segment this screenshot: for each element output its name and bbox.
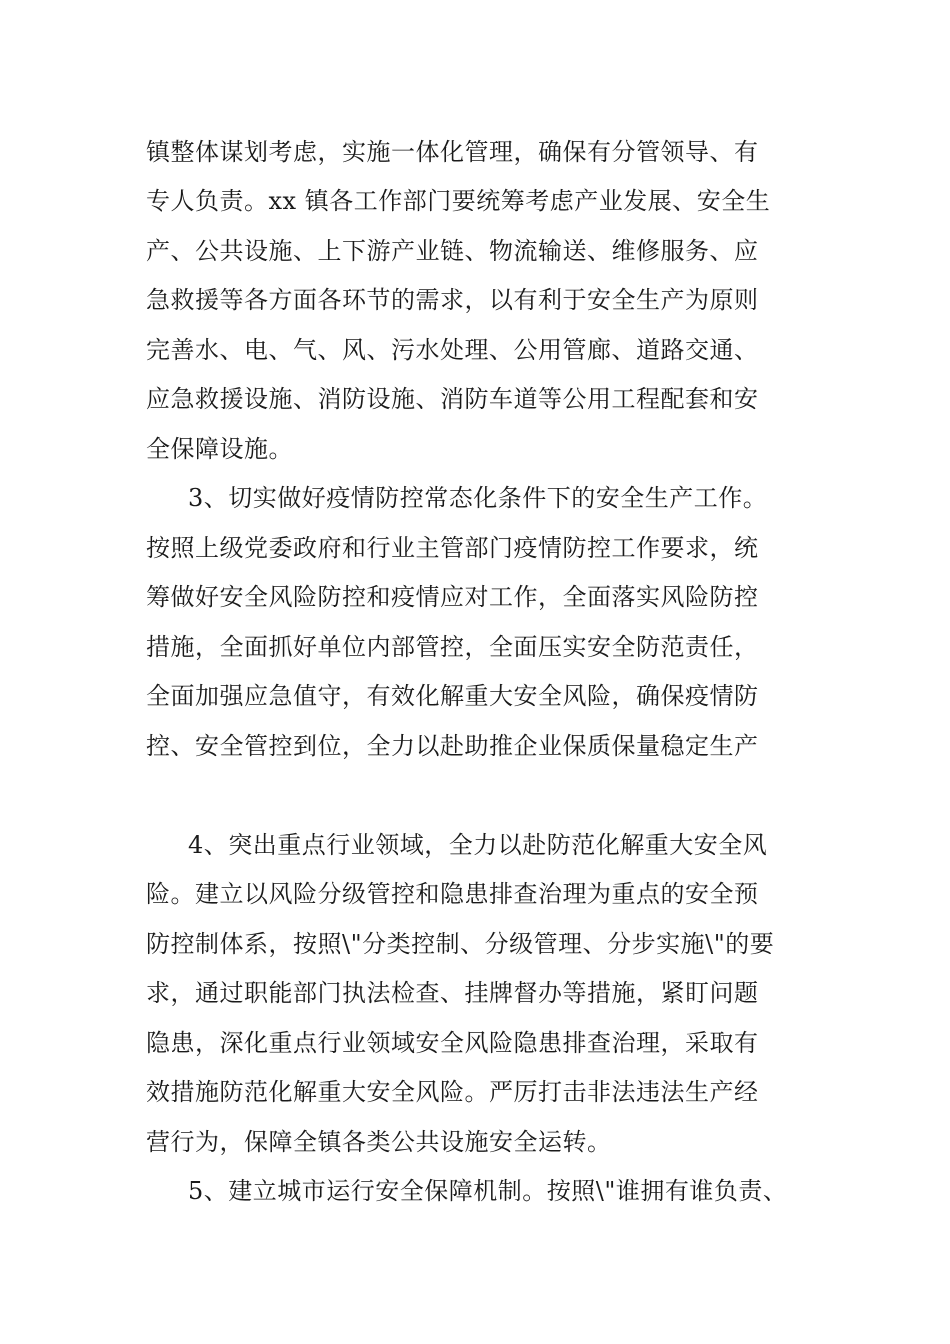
text-line: 控、安全管控到位，全力以赴助推企业保质保量稳定生产 [146,732,759,760]
text-line: 险。建立以风险分级管控和隐患排查治理为重点的安全预 [146,880,759,908]
paragraph-4-heading: 4、突出重点行业领域，全力以赴防范化解重大安全风 [188,831,768,859]
text-line: 专人负责。xx 镇各工作部门要统筹考虑产业发展、安全生 [146,187,771,215]
text-line: 产、公共设施、上下游产业链、物流输送、维修服务、应 [146,237,759,265]
text-line: 求，通过职能部门执法检查、挂牌督办等措施，紧盯问题 [146,979,759,1007]
text-line: 完善水、电、气、风、污水处理、公用管廊、道路交通、 [146,336,759,364]
text-line: 隐患，深化重点行业领域安全风险隐患排查治理，采取有 [146,1029,759,1057]
text-line: 筹做好安全风险防控和疫情应对工作，全面落实风险防控 [146,583,759,611]
text-line: 急救援等各方面各环节的需求，以有利于安全生产为原则 [146,286,759,314]
text-line: 全面加强应急值守，有效化解重大安全风险，确保疫情防 [146,682,759,710]
text-line: 镇整体谋划考虑，实施一体化管理，确保有分管领导、有 [146,138,759,166]
text-line: 应急救援设施、消防设施、消防车道等公用工程配套和安 [146,385,759,413]
text-line: 措施，全面抓好单位内部管控，全面压实安全防范责任， [146,633,759,661]
paragraph-3-heading: 3、切实做好疫情防控常态化条件下的安全生产工作。 [188,484,768,512]
text-line: 营行为，保障全镇各类公共设施安全运转。 [146,1128,612,1156]
text-line: 防控制体系，按照\"分类控制、分级管理、分步实施\"的要 [146,930,775,958]
paragraph-5-heading: 5、建立城市运行安全保障机制。按照\"谁拥有谁负责、 [188,1177,788,1205]
text-line: 按照上级党委政府和行业主管部门疫情防控工作要求，统 [146,534,759,562]
text-line: 效措施防范化解重大安全风险。严厉打击非法违法生产经 [146,1078,759,1106]
text-line: 全保障设施。 [146,435,293,463]
